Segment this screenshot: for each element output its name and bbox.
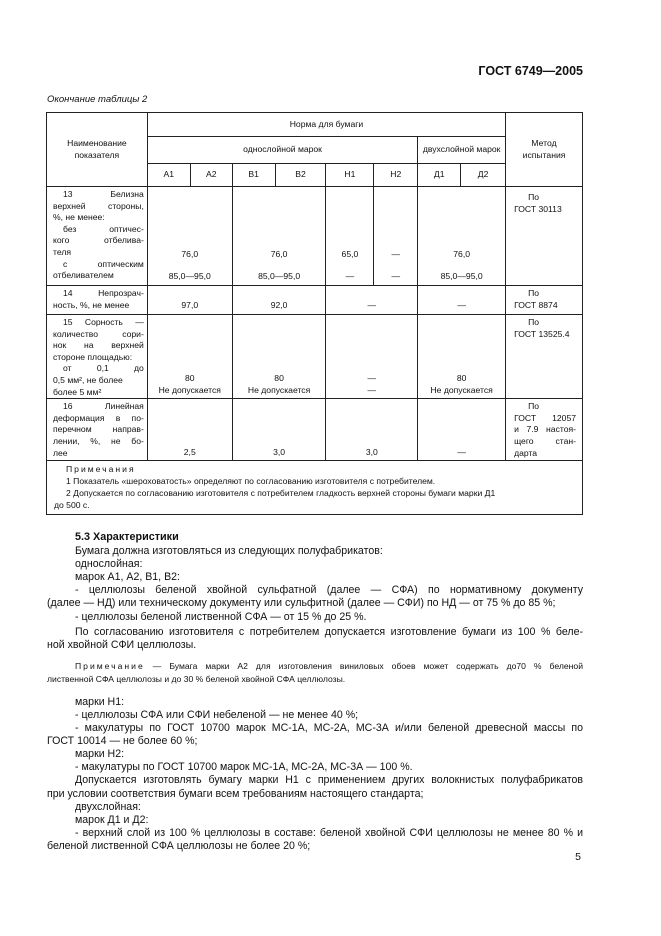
notes-title: Примечания: [66, 464, 136, 475]
value-cell: 76,0 85,0—95,0: [147, 187, 232, 286]
row-name: 14 Непрозрач- ность, %, не менее: [47, 286, 148, 315]
method-cell: По ГОСТ 13525.4: [506, 315, 583, 399]
paragraph: По согласованию изготовителя с потребителем допускается изготовление бумаги из 100 % беле-: [75, 625, 583, 638]
paragraph: марок А1, А2, В1, В2:: [75, 571, 180, 584]
value-cell: 65,0 —: [326, 187, 374, 286]
note-text: — Бумага марки А2 для изготовления виниловых обоев может содержать до70 % беленой: [144, 660, 583, 671]
value-cell: 76,0 85,0—95,0: [232, 187, 326, 286]
paragraph: Допускается изготовлять бумагу марки Н1 с применением других волокнистых полуфабрикатов: [75, 774, 583, 787]
table-notes: [47, 461, 583, 515]
section-heading: 5.3 Характеристики: [75, 531, 179, 543]
value-cell: —: [418, 399, 506, 461]
paragraph: - целлюлозы СФА или СФИ небеленой — не менее 40 %;: [75, 708, 359, 721]
section-body: [47, 531, 583, 853]
paragraph: беленой лиственной СФА целлюлозы не более 20 %;: [47, 839, 311, 852]
value-cell: 80 Не допускается: [418, 315, 506, 399]
value-cell: —: [326, 286, 418, 315]
note-1: 1 Показатель «шероховатость» определяют по согласованию изготовителя с потребителем.: [66, 476, 436, 487]
grade-header: Н2: [374, 164, 418, 187]
row-name: 16 Линейная деформация в по- перечном направ- лении, %, не бо- лее: [47, 399, 148, 461]
method-cell: По ГОСТ 8874: [506, 286, 583, 315]
col-header-norm: Норма для бумаги: [147, 113, 505, 137]
value-cell: 3,0: [326, 399, 418, 461]
note-2: 2 Допускается по согласованию изготовителя с потребителем гладкость верхней стороны бумаги марки Д1: [66, 488, 496, 499]
paragraph: - макулатуры по ГОСТ 10700 марок МС-1А, МС-2А, МС-3А и/или беленой древесной массы по: [75, 722, 583, 735]
grade-header: В1: [232, 164, 275, 187]
note-text-cont: лиственной СФА целлюлозы и до 30 % беленой хвойной СФА целлюлозы.: [47, 673, 346, 684]
value-cell: 97,0: [147, 286, 232, 315]
col-header-method: Метод испытания: [506, 113, 583, 187]
paragraph: ной хвойной СФИ целлюлозы.: [47, 638, 197, 651]
grade-header: Д2: [461, 164, 506, 187]
table-row: [47, 315, 583, 399]
grade-header: Н1: [326, 164, 374, 187]
grade-header: В2: [275, 164, 326, 187]
method-cell: По ГОСТ 12057 и 7.9 настоя- щего стан- дарта: [506, 399, 583, 461]
paragraph: - верхний слой из 100 % целлюлозы в составе: беленой хвойной СФИ целлюлозы не менее 80 % и: [75, 826, 583, 839]
note-label: Примечание: [75, 660, 145, 671]
col-header-double: двухслойной марок: [418, 137, 506, 164]
value-cell: 2,5: [147, 399, 232, 461]
paragraph: марок Д1 и Д2:: [75, 813, 149, 826]
table-notes-row: [47, 461, 583, 515]
value-cell: —: [418, 286, 506, 315]
table-head-row: [47, 113, 583, 137]
value-cell: 92,0: [232, 286, 326, 315]
paragraph: марки Н2:: [75, 748, 125, 761]
grade-header: Д1: [418, 164, 461, 187]
table-row: [47, 286, 583, 315]
document-header: ГОСТ 6749—2005: [478, 64, 583, 78]
paragraph: двухслойная:: [75, 800, 141, 813]
table-row: [47, 187, 583, 286]
value-cell: — —: [326, 315, 418, 399]
properties-table: [46, 112, 583, 515]
note-block: [47, 660, 583, 686]
paragraph: марки Н1:: [75, 695, 125, 708]
row-name: 13 Белизна верхней стороны, %, не менее: без оптичес- кого отбелива- теля с оптическим отбеливателем: [47, 187, 148, 286]
grade-header: А2: [190, 164, 232, 187]
row-name: 15 Сорность — количество сори- нок на верхней стороне площадью: от 0,1 до 0,5 мм², не более более 5 мм²: [47, 315, 148, 399]
table-caption: Окончание таблицы 2: [47, 94, 148, 105]
paragraph: Бумага должна изготовляться из следующих полуфабрикатов:: [75, 545, 383, 558]
grade-header: А1: [147, 164, 190, 187]
col-header-name: Наименование показателя: [47, 113, 148, 187]
table-row: [47, 399, 583, 461]
method-cell: По ГОСТ 30113: [506, 187, 583, 286]
value-cell: 3,0: [232, 399, 326, 461]
paragraph: - макулатуры по ГОСТ 10700 марок МС-1А, МС-2А, МС-3А — 100 %.: [75, 761, 413, 774]
value-cell: — —: [374, 187, 418, 286]
paragraph: при условии соответствия бумаги всем требованиям настоящего стандарта;: [47, 787, 424, 800]
value-cell: 80 Не допускается: [232, 315, 326, 399]
col-header-single: однослойной марок: [147, 137, 417, 164]
value-cell: 80 Не допускается: [147, 315, 232, 399]
paragraph: однослойная:: [75, 558, 143, 571]
page-number: 5: [575, 851, 581, 863]
paragraph: - целлюлозы беленой хвойной сульфатной (далее — СФА) по нормативному документу: [75, 584, 583, 597]
value-cell: 76,0 85,0—95,0: [418, 187, 506, 286]
paragraph: ГОСТ 10014 — не более 60 %;: [47, 735, 198, 748]
note-2-cont: до 500 с.: [54, 500, 90, 511]
paragraph: (далее — НД) или техническому документу или сульфитной (далее — СФИ) по НД — от 75 % до 85 %;: [47, 597, 556, 610]
paragraph: - целлюлозы беленой лиственной СФА — от 15 % до 25 %.: [75, 610, 367, 623]
